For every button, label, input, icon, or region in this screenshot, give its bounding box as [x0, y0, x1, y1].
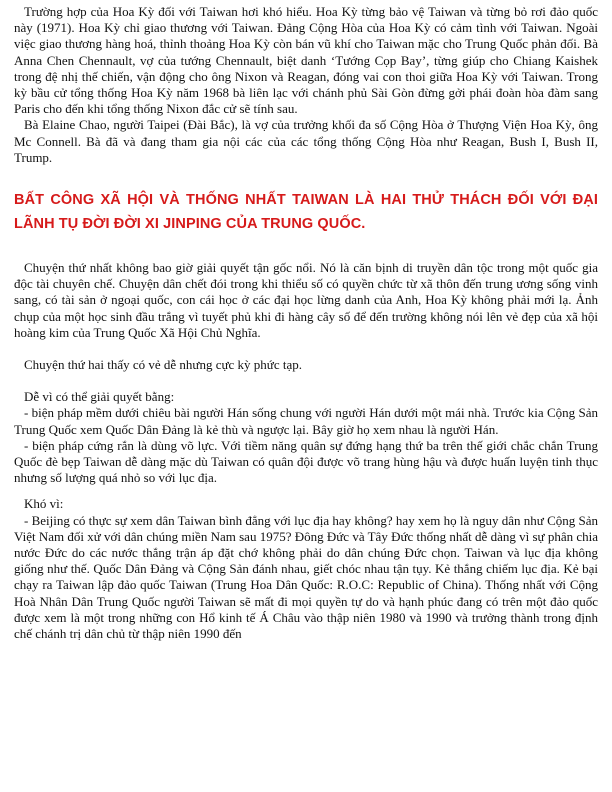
intro-paragraph-2: Bà Elaine Chao, người Taipei (Đài Bắc), là vợ của trưởng khối đa số Cộng Hòa ở Thượng Viện Hoa Kỳ, ông Mc Connell. Bà đã và đang tham gia nội các của các tổng thống Cộng Hòa như Reagan, Bush I, Bush II, Trump. — [14, 117, 598, 165]
section-headline: BẤT CÔNG XÃ HỘI VÀ THỐNG NHẤT TAIWAN LÀ HAI THỬ THÁCH ĐỐI VỚI ĐẠI LÃNH TỤ ĐỜI ĐỜI XI JINPING CỦA TRUNG QUỐC. — [14, 192, 598, 233]
easy-lead: Dễ vì có thể giải quyết bằng: — [24, 389, 175, 405]
challenge-one-paragraph: Chuyện thứ nhất không bao giờ giải quyết tận gốc nổi. Nó là căn bịnh di truyền dân tộc trong một quốc gia độc tài chuyên chế. Chuyện dân chết đói trong khi thiểu số có quyền chức từ xã thôn đến trung ương sống vinh sang, có tài sản ở ngoại quốc, con cái học ở các đại học lừng danh của Anh, Hoa Kỳ không phải mới lạ. Ảnh chụp của một học sinh đầu trắng vì tuyết phủ khi đi hàng cây số để đến trường không nói lên vẻ đẹp của xã hội hoàng kim của Trung Quốc Xã Hội Chủ Nghĩa. — [14, 260, 598, 340]
easy-item-soft: - biện pháp mềm dưới chiêu bài người Hán sống chung với người Hán dưới một mái nhà. Trước kia Cộng Sản Trung Quốc xem Quốc Dân Đảng là kẻ thù và ngược lại. Bây giờ họ xem nhau là người Hán. — [14, 405, 598, 437]
easy-item-force: - biện pháp cứng rắn là dùng võ lực. Với tiềm năng quân sự đứng hạng thứ ba trên thế giới chắc chắn Trung Quốc đè bẹp Taiwan dễ dàng mặc dù Taiwan có quân đội được võ trang hùng hậu và được huấn luyện tinh thục nhưng số lượng quá nhỏ so với lục địa. — [14, 437, 598, 486]
hard-item-equality: - Beijing có thực sự xem dân Taiwan bình đẳng với lục địa hay không? hay xem họ là nguy dân như Cộng Sản Việt Nam đối xử với dân chúng miền Nam sau 1975? Đông Đức và Tây Đức thống nhất dễ dàng vì sự phân chia nước Đức do các nước thắng trận áp đặt chớ không phải do dân chúng Đức chọn. Taiwan và lục địa không giống như thế. Quốc Dân Đảng và Cộng Sản đánh nhau, giết chóc nhau tận tụy. Kẻ thắng chiếm lục địa. Kẻ bại chạy ra Taiwan lập đảo quốc Taiwan (Trung Hoa Dân Quốc: R.O.C: Republic of China). Thống nhất với Cộng Hoà Nhân Dân Trung Quốc người Taiwan sẽ mất đi mọi quyền tự do và hạnh phúc đang có trên một đảo quốc được xem là một trong những con Hổ kinh tế Á Châu vào thập niên 1980 và 1990 và trưởng thành trong định chế chánh trị dân chủ từ thập niên 1990 đến — [14, 512, 598, 642]
challenge-two-paragraph: Chuyện thứ hai thấy có vẻ dễ nhưng cực kỳ phức tạp. — [24, 357, 303, 373]
hard-lead: Khó vì: — [24, 496, 64, 512]
intro-paragraph-1: Trường hợp của Hoa Kỳ đối với Taiwan hơi khó hiểu. Hoa Kỳ từng bảo vệ Taiwan và từng bỏ rơi đảo quốc này (1971). Hoa Kỳ chỉ giao thương với Taiwan. Đảng Cộng Hòa của Hoa Kỳ có cảm tình với Taiwan. Ngoài việc giao thương hàng hoá, thỉnh thoảng Hoa Kỳ còn bán vũ khí cho Taiwan mặc cho Trung Quốc phản đối. Bà Anna Chen Chennault, vợ của tướng Chennault, biệt danh ‘Tướng Cọp Bay’, từng giúp cho Chiang Kaishek trong đệ nhị thế chiến, vận động cho ông Nixon và Reagan, đóng vai con thoi giữa Hoa Kỳ với Taiwan. Trong kỳ bầu cử tổng thống Hoa Kỳ năm 1968 bà liên lạc với chánh phủ Sài Gòn đừng gởi phái đoàn hòa đàm sang Paris cho đến khi tổng thống Nixon đắc cử sẽ tính sau. — [14, 4, 598, 117]
